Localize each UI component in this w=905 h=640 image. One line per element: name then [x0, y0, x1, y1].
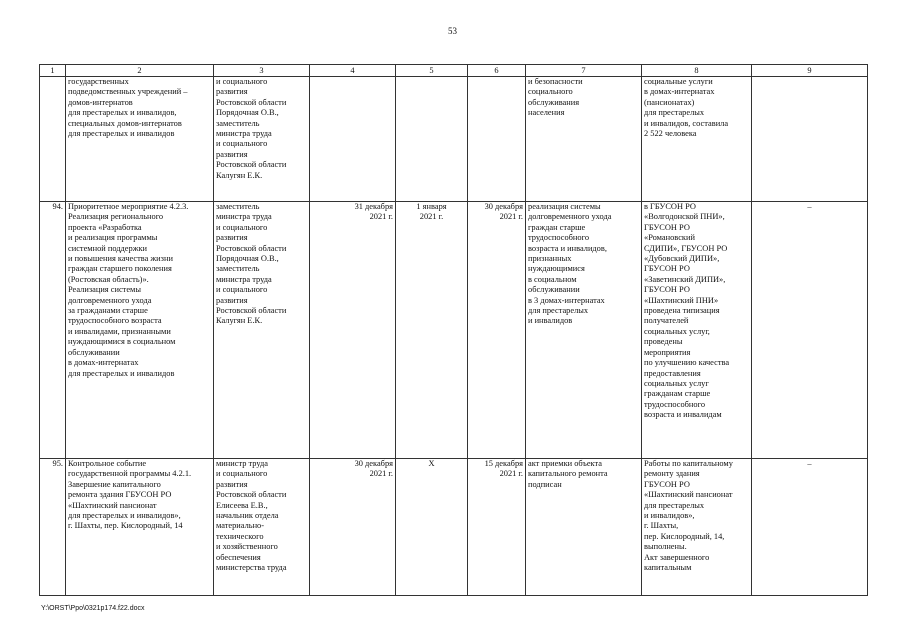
column-header: 5 [396, 65, 468, 77]
table-row [40, 202, 868, 459]
event-name: Приоритетное мероприятие 4.2.3. Реализация регионального проекта «Разработка и реализация программы системной поддержки и повышения качества жизни граждан старшего поколения (Ростовская область)». Реализация системы долговременного ухода за гражданами старше трудоспособного возраста и инвалидами, признанными нуждающимися в социальном обслуживании в домах-интернатах для престарелых и инвалидов [66, 202, 214, 459]
result-fact: в ГБУСОН РО «Волгодонской ПНИ», ГБУСОН РО «Романовский СДИПИ», ГБУСОН РО «Дубовский ДИПИ», ГБУСОН РО «Заветинский ДИПИ», ГБУСОН РО «Шахтинский ПНИ» проведена типизация получателей социальных услуг, проведены мероприятия по улучшению качества предоставления социальных услуг гражданам старше трудоспособного возраста и инвалидам [642, 202, 752, 459]
report-table [39, 64, 868, 596]
column-header: 7 [526, 65, 642, 77]
note [752, 77, 868, 202]
result-plan: акт приемки объекта капитального ремонта подписан [526, 459, 642, 596]
responsible-person: и социального развития Ростовской области Порядочная О.В., заместитель министра труда и социального развития Ростовской области Калугян Е.К. [214, 77, 310, 202]
event-name: государственных подведомственных учреждений – домов-интернатов для престарелых и инвалидов, специальных домов-интернатов для престарелых и инвалидов [66, 77, 214, 202]
result-plan: реализация системы долговременного ухода граждан старше трудоспособного возраста и инвалидов, признанных нуждающимися в социальном обслуживании в 3 домах-интернатах для престарелых и инвалидов [526, 202, 642, 459]
date-plan: Х [396, 459, 468, 596]
date-fact: 15 декабря 2021 г. [468, 459, 526, 596]
date-plan: 1 января 2021 г. [396, 202, 468, 459]
result-fact: Работы по капитальному ремонту здания ГБУСОН РО «Шахтинский пансионат для престарелых и инвалидов», г. Шахты, пер. Кислородный, 14, выполнены. Акт завершенного капитальным [642, 459, 752, 596]
file-path-footer: Y:\ORST\Ppo\0321p174.f22.docx [41, 605, 145, 612]
column-header: 6 [468, 65, 526, 77]
responsible-person: министр труда и социального развития Ростовской области Елисеева Е.В., начальник отдела материально- технического и хозяйственного обеспечения министерства труда [214, 459, 310, 596]
date-fact [468, 77, 526, 202]
date-fact: 30 декабря 2021 г. [468, 202, 526, 459]
result-plan: и безопасности социального обслуживания населения [526, 77, 642, 202]
column-header: 9 [752, 65, 868, 77]
note: – [752, 202, 868, 459]
date-plan [396, 77, 468, 202]
note: – [752, 459, 868, 596]
column-header: 4 [310, 65, 396, 77]
column-number-row [40, 65, 868, 77]
result-fact: социальные услуги в домах-интернатах (пансионатах) для престарелых и инвалидов, составила 2 522 человека [642, 77, 752, 202]
column-header: 1 [40, 65, 66, 77]
date-start: 30 декабря 2021 г. [310, 459, 396, 596]
page-number: 53 [448, 26, 457, 36]
event-name: Контрольное событие государственной программы 4.2.1. Завершение капитального ремонта здания ГБУСОН РО «Шахтинский пансионат для престарелых и инвалидов», г. Шахты, пер. Кислородный, 14 [66, 459, 214, 596]
responsible-person: заместитель министра труда и социального развития Ростовской области Порядочная О.В., заместитель министра труда и социального развития Ростовской области Калугян Е.К. [214, 202, 310, 459]
row-number: 94. [40, 202, 66, 459]
column-header: 3 [214, 65, 310, 77]
row-number [40, 77, 66, 202]
table-row [40, 459, 868, 596]
column-header: 2 [66, 65, 214, 77]
date-start [310, 77, 396, 202]
table-row [40, 77, 868, 202]
row-number: 95. [40, 459, 66, 596]
column-header: 8 [642, 65, 752, 77]
date-start: 31 декабря 2021 г. [310, 202, 396, 459]
